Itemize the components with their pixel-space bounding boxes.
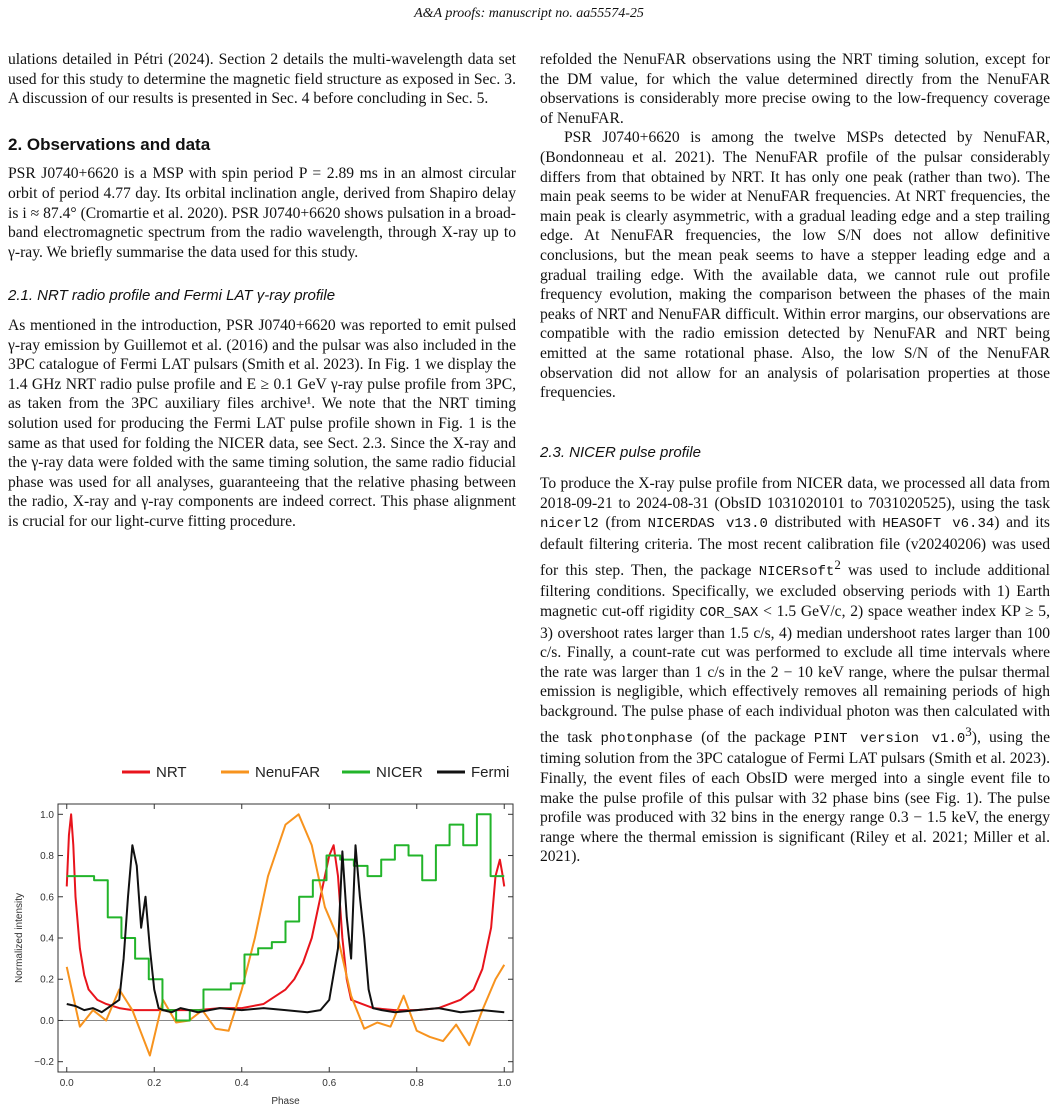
- x-tick-label: 0.0: [59, 1078, 74, 1089]
- y-tick-label: 1.0: [40, 809, 54, 821]
- legend-label-nenufar: NenuFAR: [255, 764, 321, 781]
- code-cor-sax: COR_SAX: [699, 605, 759, 622]
- x-tick-label: 0.6: [322, 1078, 337, 1089]
- legend-label-nicer: NICER: [376, 764, 423, 781]
- y-tick-label: 0.2: [40, 974, 54, 986]
- y-tick-label: 0.4: [40, 933, 54, 945]
- code-pint: PINT version v1.0: [813, 730, 966, 747]
- y-tick-label: −0.2: [34, 1057, 54, 1069]
- code-photonphase: photonphase: [600, 730, 693, 747]
- x-tick-label: 1.0: [497, 1078, 512, 1089]
- subsection-2-1-paragraph: As mentioned in the introduction, PSR J0740+6620 was reported to emit pulsed γ-ray emission by Guillemot et al. (2016) and the pulsar was also included in the 3PC catalogue of Fermi LAT pulsars (Smith et al. 2023). In Fig. 1 we display the 1.4 GHz NRT radio pulse profile and E ≥ 0.1 GeV γ-ray pulse profile from 3PC, as taken from the 3PC auxiliary files archive¹. We note that the NRT timing solution used for producing the Fermi LAT pulse profile shown in Fig. 1 is the same as that used for folding the NICER data, see Sect. 2.3. Since the X-ray and the γ-ray data were folded with the same timing solution, the same radio fiducial phase was used for all analyses, guaranteeing that the relative phasing between the radio, X-ray and γ-ray components are indeed correct. This phase alignment is crucial for our light-curve fitting procedure.: [8, 316, 516, 530]
- footnote-2-marker: 2: [834, 556, 841, 572]
- subsection-2-1-heading: 2.1. NRT radio profile and Fermi LAT γ-ray profile: [8, 287, 336, 305]
- intro-paragraph: ulations detailed in Pétri (2024). Section 2 details the multi-wavelength data set used for this study to determine the magnetic field structure as exposed in Sec. 3. A discussion of our results is presented in Sec. 4 before concluding in Sec. 5.: [8, 51, 516, 108]
- x-tick-label: 0.4: [234, 1078, 249, 1089]
- series-line-nrt: [67, 814, 505, 1010]
- footnote-3-marker: 3: [965, 723, 972, 739]
- x-tick-label: 0.8: [409, 1078, 424, 1089]
- pulse-profile-figure: [8, 752, 518, 1107]
- left-column: [8, 50, 516, 531]
- nenufar-refold-paragraph: refolded the NenuFAR observations using the NRT timing solution, except for the DM value, for which the value determined directly from the NenuFAR observations is considerably more precise owing to the low-frequency coverage of NenuFAR.: [540, 51, 1050, 127]
- nicer-paragraph: To produce the X-ray pulse profile from NICER data, we processed all data from 2018-09-21 to 2024-08-31 (ObsID 1031020101 to 7031020525), using the task nicerl2 (from NICERDAS v13.0 distributed with HEASOFT v6.34) and its default filtering criteria. The most recent calibration file (v20240206) was used for this step. Then, the package NICERsoft$^2$ was used to include additional filtering conditions. Specifically, we excluded observing periods with 1) Earth magnetic cut-off rigidity COR_SAX < 1.5 GeV/c, 2) space weather index KP ≥ 5, 3) overshoot rates larger than 1.5 c/s, 4) median undershoot rates larger than 100 c/s. Finally, a count-rate cut was performed to exclude all time intervals where the rate was larger than 1 c/s in the 2 − 10 keV range, where the pulsar thermal emission is negligible, which effectively removes all remaining periods of high background. The pulse phase of each individual photon was then calculated with the task photonphase (of the package PINT version $v1.0^3$), using the timing solution from the 3PC catalogue of Fermi LAT pulsars (Smith et al. 2023). Finally, the event files of each ObsID were merged into a single event file to make the pulse profile of this pulsar with 32 phase bins (see Fig. 1). The pulse profile was produced with 32 bins in the energy range 0.3 − 1.5 keV, the energy range where the thermal emission is significant (Riley et al. 2021; Miller et al. 2021).: [540, 475, 1051, 866]
- y-tick-label: 0.0: [40, 1015, 54, 1027]
- section-2-heading: 2. Observations and data: [8, 134, 211, 154]
- code-nicerdas: NICERDAS v13.0: [647, 516, 768, 533]
- legend-label-fermi: Fermi: [471, 764, 510, 781]
- y-tick-label: 0.8: [40, 851, 54, 863]
- running-header: A&A proofs: manuscript no. aa55574-25: [414, 6, 644, 21]
- code-heasoft: HEASOFT v6.34: [882, 516, 995, 533]
- section-2-paragraph: PSR J0740+6620 is a MSP with spin period P = 2.89 ms in an almost circular orbit of period 4.77 day. Its orbital inclination angle, derived from Shapiro delay is i ≈ 87.4° (Cromartie et al. 2020). PSR J0740+6620 shows pulsation in a broad-band electromagnetic spectrum from the radio wavelength, through X-ray up to γ-ray. We briefly summarise the data used for this study.: [8, 165, 516, 261]
- y-tick-label: 0.6: [40, 892, 54, 904]
- legend-label-nrt: NRT: [156, 764, 187, 781]
- nenufar-profile-paragraph: PSR J0740+6620 is among the twelve MSPs detected by NenuFAR, (Bondonneau et al. 2021). The NenuFAR profile of the pulsar considerably differs from that obtained by NRT. It has only one peak (rather than two). The main peak seems to be wider at NenuFAR frequencies. At NRT frequencies, the main peak is clearly asymmetric, with a gradual leading edge and a step trailing edge. At NenuFAR frequencies, the low S/N does not allow definitive conclusions, but the mean peak seems to have a stepper leading edge and a gradual trailing edge. With the available data, we cannot rule out profile frequency evolution, making the comparison between the phases of the main peaks of NRT and NenuFAR difficult. Within error margins, our observations are compatible with the radio emission detected by NenuFAR and NRT being emitted at the same rotational phase. Also, the low S/N of the NenuFAR observation did not allow for an analysis of polarisation properties at those frequencies.: [540, 129, 1050, 402]
- code-nicerl2: nicerl2: [540, 516, 599, 533]
- right-column: [540, 50, 1050, 867]
- subsection-2-3-heading: 2.3. NICER pulse profile: [540, 443, 701, 461]
- code-nicersoft: NICERsoft: [758, 563, 835, 580]
- pulse-profile-chart: [8, 752, 518, 1107]
- y-axis-label: Normalized intensity: [14, 892, 25, 984]
- x-tick-label: 0.2: [147, 1078, 162, 1089]
- x-axis-label: Phase: [271, 1096, 300, 1107]
